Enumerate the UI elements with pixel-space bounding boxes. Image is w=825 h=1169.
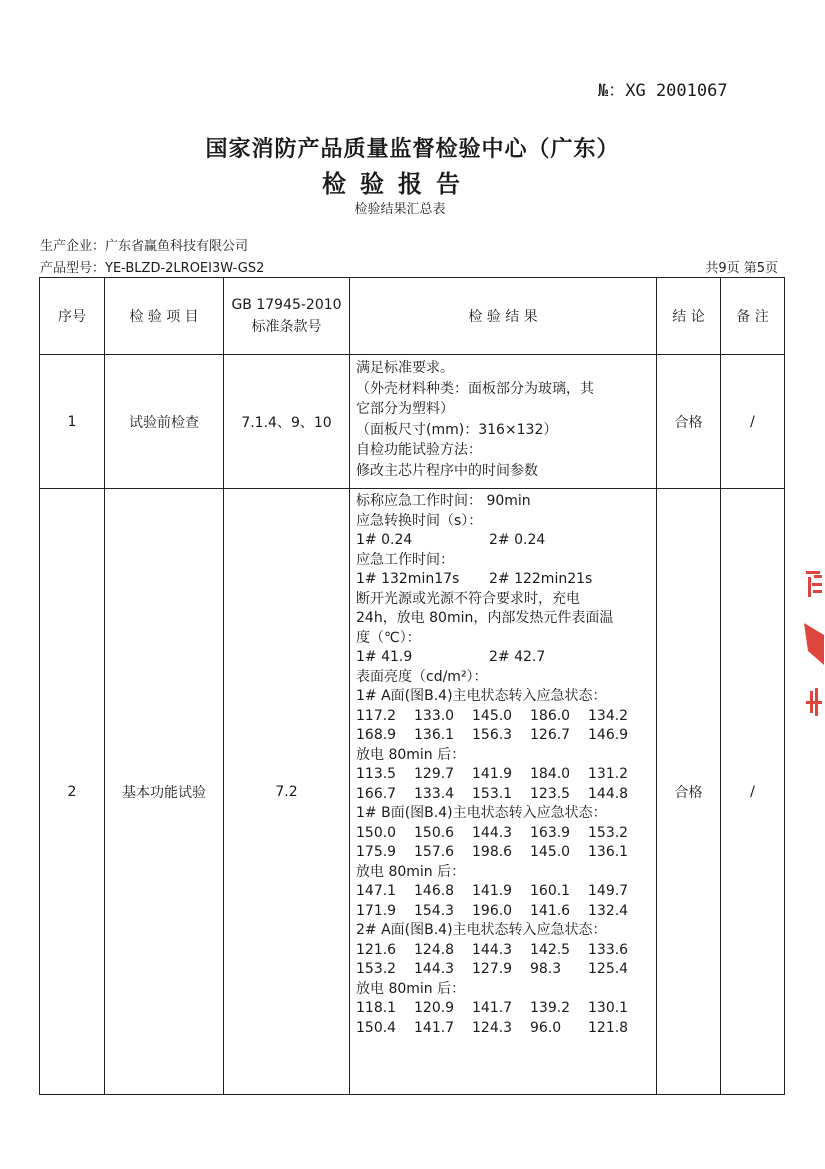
manufacturer: 生产企业：广东省赢鱼科技有限公司 (40, 239, 249, 254)
value: 171.9 (356, 902, 397, 919)
value: 153.2 (588, 824, 629, 841)
row2-seq: 2 (40, 489, 105, 1095)
row2-remark: / (721, 489, 785, 1095)
value: 133.4 (414, 785, 455, 802)
lum-1b-label: 1# B面(图B.4)主电状态转入应急状态： (356, 805, 607, 821)
row2-clause: 7.2 (224, 489, 350, 1095)
value: 141.7 (472, 1000, 513, 1016)
value: 196.0 (472, 902, 513, 919)
lum-2a-discharge-values (356, 999, 656, 1038)
value: 139.2 (530, 1000, 571, 1016)
switch-time-1: 1# 0.24 (356, 532, 413, 548)
value: 145.0 (472, 707, 513, 724)
value: 153.2 (356, 961, 397, 977)
temp-text: 24h，放电 80min，内部发热元件表面温 (356, 610, 614, 626)
lum-1b-discharge-values (356, 882, 656, 921)
value: 144.3 (414, 961, 455, 977)
lum-1a-discharge-label: 放电 80min 后： (356, 746, 466, 763)
temp-text: 度（℃）： (356, 629, 421, 646)
header-standard (224, 278, 350, 355)
product-model: 产品型号：YE-BLZD-2LROEⅠ3W-GS2 (40, 261, 265, 276)
switch-time-label: 应急转换时间（s）： (356, 512, 483, 529)
rated-time: 标称应急工作时间： 90min (356, 493, 531, 509)
row1-result-line: 自检功能试验方法： (356, 442, 482, 458)
switch-time-values (356, 531, 656, 551)
temp-2: 2# 42.7 (489, 649, 546, 665)
lum-1a-discharge-values (356, 765, 656, 804)
value: 136.1 (588, 844, 629, 860)
value: 130.1 (588, 1000, 629, 1016)
temp-1: 1# 41.9 (356, 649, 413, 665)
value: 125.4 (588, 961, 629, 977)
value: 144.3 (472, 941, 513, 958)
value: 147.1 (356, 883, 397, 899)
row2-item: 基本功能试验 (105, 489, 224, 1095)
lum-1b-values (356, 824, 656, 863)
temp-text: 断开光源或光源不符合要求时，充电 (356, 590, 580, 607)
value: 126.7 (530, 727, 571, 743)
value: 166.7 (356, 785, 397, 802)
value: 98.3 (530, 961, 562, 977)
value: 123.5 (530, 785, 571, 802)
value: 175.9 (356, 844, 397, 860)
header-result: 检 验 结 果 (350, 278, 657, 355)
row1-result-line: 它部分为塑料） (356, 401, 454, 417)
value: 146.9 (588, 727, 629, 743)
value: 131.2 (588, 766, 629, 782)
value: 150.6 (414, 824, 455, 841)
row1-item: 试验前检查 (105, 355, 224, 489)
row1-conclusion: 合格 (657, 355, 721, 489)
row1-result-line: 修改主芯片程序中的时间参数 (356, 462, 538, 479)
row1-remark: / (721, 355, 785, 489)
row1-clause: 7.1.4、9、10 (224, 355, 350, 489)
row1-result-line: （外壳材料种类：面板部分为玻璃，其 (356, 380, 594, 397)
value: 146.8 (414, 883, 455, 899)
row1-seq: 1 (40, 355, 105, 489)
value: 141.9 (472, 766, 513, 782)
row2-result (350, 489, 657, 1095)
value: 144.3 (472, 824, 513, 841)
value: 157.6 (414, 844, 455, 860)
lum-1a-values (356, 707, 656, 746)
value: 133.0 (414, 707, 455, 724)
temp-values (356, 648, 656, 668)
header-conclusion: 结 论 (657, 278, 721, 355)
value: 124.3 (472, 1019, 513, 1036)
value: 141.7 (414, 1019, 455, 1036)
table-header-row (40, 278, 785, 355)
value: 186.0 (530, 707, 571, 724)
header-standard-line2: 标准条款号 (251, 319, 322, 335)
value: 121.8 (588, 1019, 629, 1036)
value: 142.5 (530, 941, 571, 958)
value: 118.1 (356, 1000, 397, 1016)
header-item: 检 验 项 目 (105, 278, 224, 355)
lum-2a-discharge-label: 放电 80min 后： (356, 980, 466, 997)
row1-result-line: （面板尺寸(mm)：316×132） (356, 421, 558, 438)
work-time-label: 应急工作时间： (356, 551, 454, 568)
lum-1a-label: 1# A面(图B.4)主电状态转入应急状态： (356, 688, 607, 704)
value: 129.7 (414, 766, 455, 782)
value: 160.1 (530, 883, 571, 899)
report-number: №：XG 2001067 (598, 81, 728, 101)
value: 156.3 (472, 727, 513, 743)
value: 150.4 (356, 1019, 397, 1036)
document-subtitle: 检验结果汇总表 (354, 202, 446, 217)
value: 163.9 (530, 824, 571, 841)
document-title: 检验报告 (322, 170, 474, 198)
value: 145.0 (530, 844, 571, 860)
center-name: 国家消防产品质量监督检验中心（广东） (205, 137, 620, 162)
lum-2a-values (356, 941, 656, 980)
luminance-label: 表面亮度（cd/m²）： (356, 668, 488, 685)
value: 132.4 (588, 902, 629, 919)
value: 121.6 (356, 941, 397, 958)
value: 141.9 (472, 883, 513, 899)
header-remark: 备 注 (721, 278, 785, 355)
lum-1b-discharge-label: 放电 80min 后： (356, 863, 466, 880)
value: 184.0 (530, 766, 571, 782)
value: 198.6 (472, 844, 513, 860)
value: 150.0 (356, 824, 397, 841)
work-time-1: 1# 132min17s (356, 571, 460, 587)
value: 113.5 (356, 766, 397, 782)
value: 144.8 (588, 785, 629, 802)
value: 154.3 (414, 902, 455, 919)
value: 133.6 (588, 941, 629, 958)
table-row (40, 489, 785, 1095)
value: 134.2 (588, 707, 629, 724)
value: 149.7 (588, 883, 629, 899)
page-count: 共9页 第5页 (705, 261, 778, 276)
value: 136.1 (414, 727, 455, 743)
value: 96.0 (530, 1019, 562, 1036)
row1-result (350, 355, 657, 489)
lum-2a-label: 2# A面(图B.4)主电状态转入应急状态： (356, 922, 607, 938)
work-time-2: 2# 122min21s (489, 571, 593, 587)
value: 117.2 (356, 707, 397, 724)
row1-result-line: 满足标准要求。 (356, 360, 454, 376)
results-table (39, 277, 785, 1095)
header-seq: 序号 (40, 278, 105, 355)
header-standard-line1: GB 17945-2010 (231, 297, 342, 313)
value: 127.9 (472, 961, 513, 977)
table-row (40, 355, 785, 489)
value: 120.9 (414, 1000, 455, 1016)
value: 141.6 (530, 902, 571, 919)
value: 168.9 (356, 727, 397, 743)
switch-time-2: 2# 0.24 (489, 532, 546, 548)
work-time-values (356, 570, 656, 590)
official-seal-fragment (798, 563, 825, 738)
value: 124.8 (414, 941, 455, 958)
seal-icon (798, 563, 825, 738)
row2-conclusion: 合格 (657, 489, 721, 1095)
value: 153.1 (472, 785, 513, 802)
